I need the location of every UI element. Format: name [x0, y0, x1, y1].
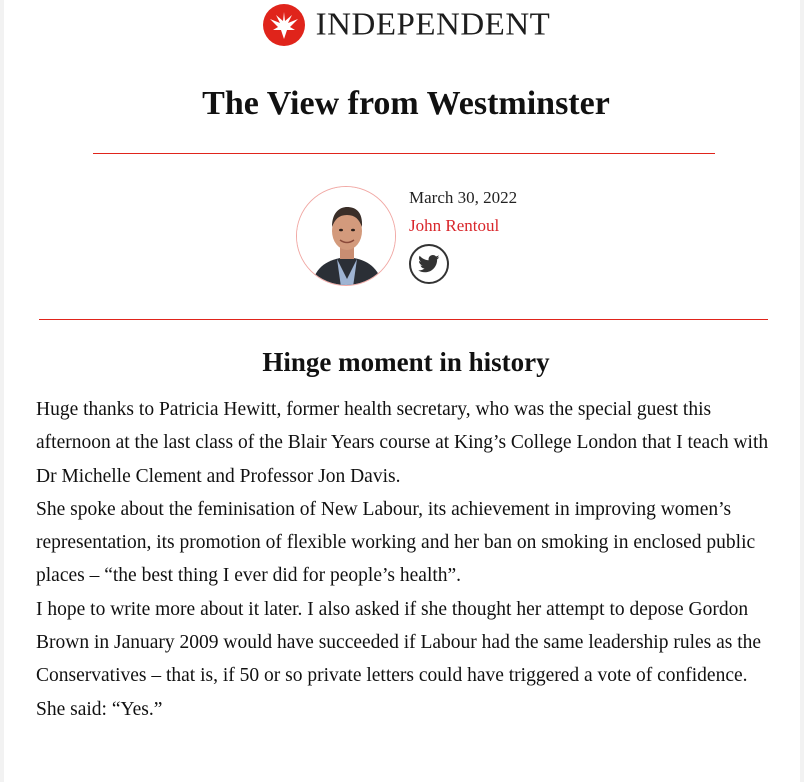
author-portrait — [297, 187, 396, 286]
article-heading: Hinge moment in history — [262, 347, 550, 377]
twitter-button[interactable] — [409, 244, 449, 284]
publish-date: March 30, 2022 — [409, 188, 518, 207]
author-block — [296, 186, 556, 291]
twitter-icon — [418, 255, 440, 273]
brand-wordmark: INDEPENDENT — [315, 7, 551, 42]
paragraph: Huge thanks to Patricia Hewitt, former health secretary, who was the special guest this afternoon at the last class of the Blair Years course at King’s College London that I teach with Dr Michelle Clement and Professor Jon Davis. — [36, 399, 769, 487]
divider — [39, 319, 768, 320]
paragraph: She spoke about the feminisation of New Labour, its achievement in improving women’s representation, its promotion of flexible working and her ban on smoking in enclosed public places – “the best thing I ever did for people’s health”. — [36, 498, 756, 587]
masthead[interactable] — [4, 2, 804, 48]
author-avatar — [296, 186, 396, 286]
paragraph: I hope to write more about it later. I also asked if she thought her attempt to depose Gordon Brown in January 2009 would have succeeded if Labour had the same leadership rules as the Conservatives – that is, if 50 or so private letters could have triggered a vote of confidence. She said: “Yes.” — [36, 598, 762, 720]
author-name-link[interactable]: John Rentoul — [409, 216, 500, 235]
newsletter-title: The View from Westminster — [202, 85, 610, 122]
eagle-logo-icon — [262, 3, 306, 47]
divider — [93, 153, 715, 154]
article-body — [36, 393, 781, 726]
